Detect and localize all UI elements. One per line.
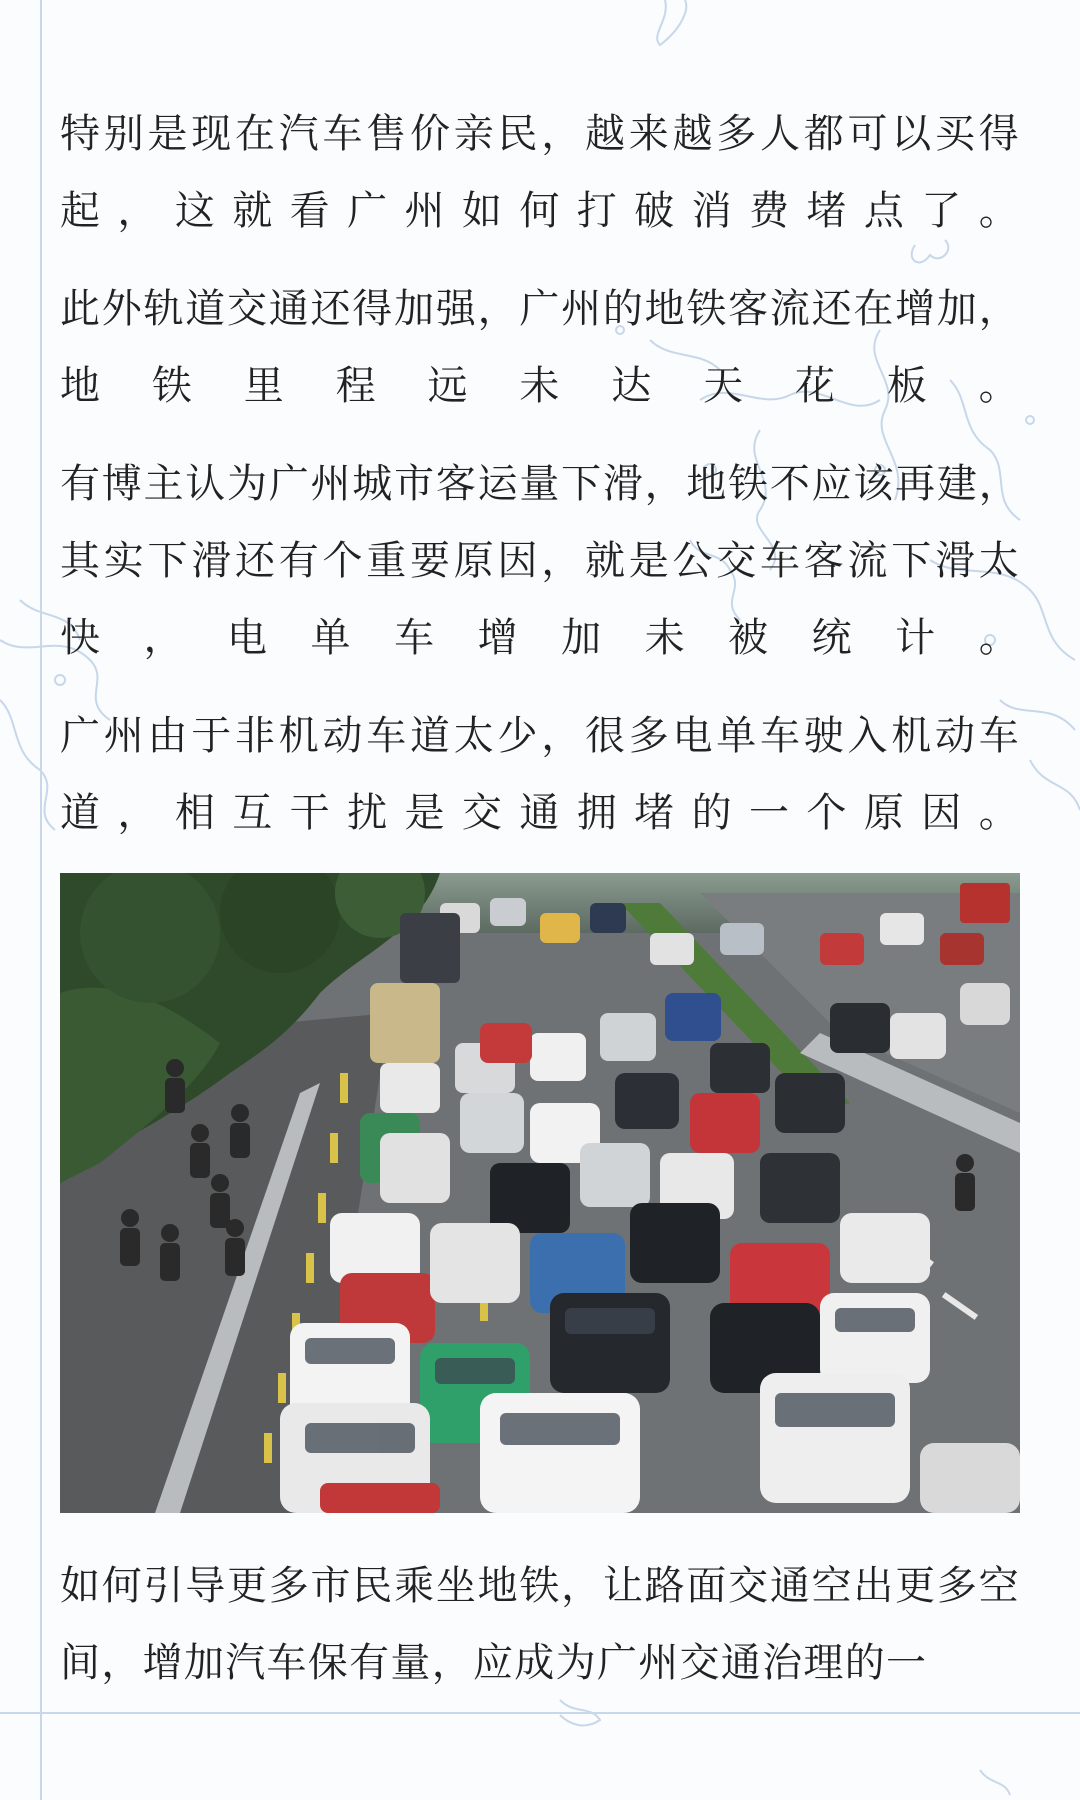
traffic-jam-photo[interactable]: [60, 873, 1020, 1513]
article-paragraph-4: 广州由于非机动车道太少，很多电单车驶入机动车道，相互干扰是交通拥堵的一个原因。: [60, 713, 1020, 836]
article-body: [60, 96, 1020, 1723]
article-paragraph-2: 此外轨道交通还得加强，广州的地铁客流还在增加，地铁里程远未达天花板。: [60, 286, 1020, 409]
article-paragraph-5: 如何引导更多市民乘坐地铁，让路面交通空出更多空间，增加汽车保有量，应成为广州交通治理的一: [60, 1563, 1020, 1686]
article-paragraph-1: 特别是现在汽车售价亲民，越来越多人都可以买得起，这就看广州如何打破消费堵点了。: [60, 111, 1020, 234]
article-paragraph-3: 有博主认为广州城市客运量下滑，地铁不应该再建，其实下滑还有个重要原因，就是公交车客流下滑太快，电单车增加未被统计。: [60, 461, 1020, 661]
page-margin-line: [40, 0, 42, 1800]
